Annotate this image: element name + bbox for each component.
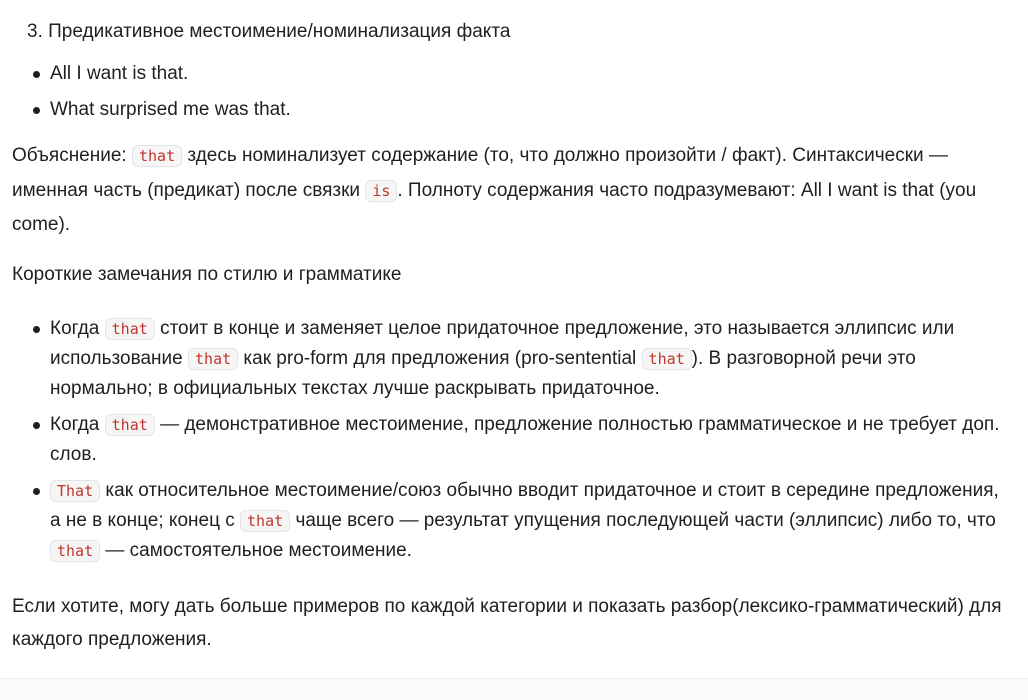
note-text: как относительное местоимение/союз обычно вводит придаточное и стоит в середине предложения, а не в конце; конец с bbox=[50, 479, 999, 531]
notes-list bbox=[12, 314, 1012, 566]
note-text: — самостоятельное местоимение. bbox=[105, 539, 412, 561]
note-item bbox=[12, 314, 1012, 404]
note-text: как pro-form для предложения (pro-sentential bbox=[243, 347, 637, 369]
note-text: Когда bbox=[50, 317, 100, 339]
example-list bbox=[12, 59, 1012, 125]
inline-code: that bbox=[105, 414, 155, 436]
example-item: All I want is that. bbox=[12, 59, 1012, 89]
note-item bbox=[12, 410, 1012, 470]
note-text: стоит в конце и заменяет целое придаточное предложение, это называется эллипсис или использование bbox=[50, 317, 955, 369]
inline-code: That bbox=[50, 480, 100, 502]
inline-code: that bbox=[132, 145, 182, 167]
inline-code: that bbox=[642, 348, 692, 370]
inline-code: that bbox=[240, 510, 290, 532]
explanation-text: . Полноту содержания часто подразумевают: All I want is that (you come). bbox=[12, 179, 977, 235]
notes-title: Короткие замечания по стилю и грамматике bbox=[12, 263, 402, 285]
note-text: ). В разговорной речи это нормально; в официальных текстах лучше раскрывать придаточное. bbox=[50, 347, 916, 399]
inline-code: that bbox=[105, 318, 155, 340]
inline-code: that bbox=[50, 540, 100, 562]
inline-code: that bbox=[188, 348, 238, 370]
explanation-text: Объяснение: bbox=[12, 145, 127, 166]
composer-area-edge bbox=[0, 678, 1028, 700]
section-heading: 3. Предикативное местоимение/номинализация факта bbox=[27, 21, 511, 42]
note-text: Когда bbox=[50, 413, 100, 435]
note-text: чаще всего — результат упущения последующей части (эллипсис) либо то, что bbox=[295, 509, 996, 531]
message-content bbox=[12, 17, 1012, 656]
note-item bbox=[12, 476, 1012, 566]
example-item: What surprised me was that. bbox=[12, 95, 1012, 125]
closing-paragraph: Если хотите, могу дать больше примеров по каждой категории и показать разбор(лексико-грамматический) для каждого предложения. bbox=[12, 595, 1002, 650]
explanation-paragraph bbox=[12, 139, 1012, 242]
explanation-text: здесь номинализует содержание (то, что должно произойти / факт). Синтаксически — именная часть (предикат) после связки bbox=[12, 145, 948, 201]
note-text: — демонстративное местоимение, предложение полностью грамматическое и не требует доп. слов. bbox=[50, 413, 1000, 465]
inline-code: is bbox=[365, 180, 397, 202]
